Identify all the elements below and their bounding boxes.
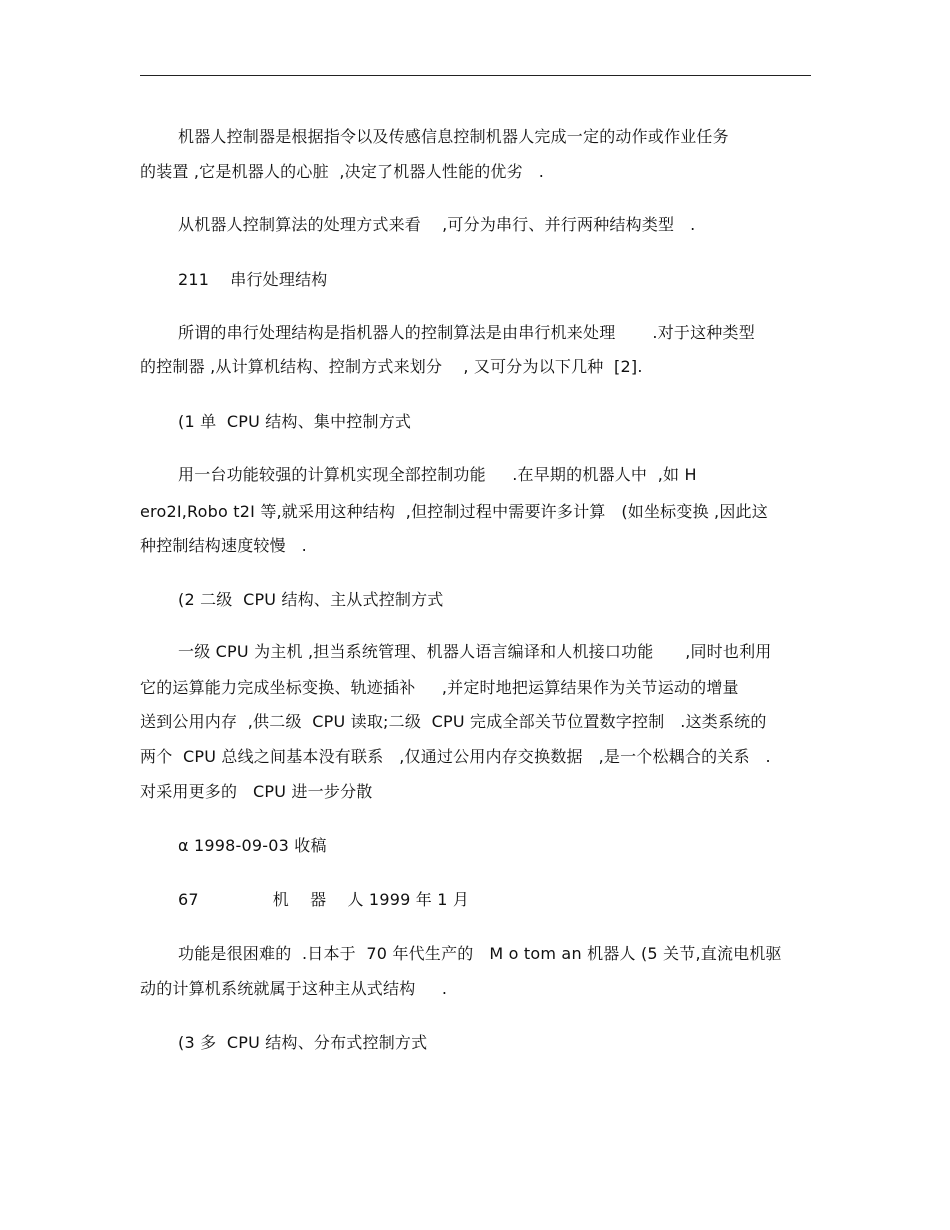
paragraph-line: 两个 CPU 总线之间基本没有联系 ,仅通过公用内存交换数据 ,是一个松耦合的关系 . [140, 747, 771, 766]
paragraph-line: ero2I,Robo t2I 等,就采用这种结构 ,但控制过程中需要许多计算 (如坐标变换 ,因此这 [140, 502, 768, 521]
page-header-journal: 67 机 器 人 1999 年 1 月 [178, 890, 470, 909]
paragraph-line: 一级 CPU 为主机 ,担当系统管理、机器人语言编译和人机接口功能 ,同时也利用 [178, 642, 772, 661]
paragraph-line: 所谓的串行处理结构是指机器人的控制算法是由串行机来处理 .对于这种类型 [178, 323, 755, 342]
paragraph-line: 送到公用内存 ,供二级 CPU 读取;二级 CPU 完成全部关节位置数字控制 .这类系统的 [140, 712, 767, 731]
paragraph-line: 从机器人控制算法的处理方式来看 ,可分为串行、并行两种结构类型 . [178, 215, 696, 234]
paragraph-line: 的控制器 ,从计算机结构、控制方式来划分 , 又可分为以下几种 [2]. [140, 357, 643, 376]
subsection-heading: (3 多 CPU 结构、分布式控制方式 [178, 1033, 428, 1052]
paragraph-line: 它的运算能力完成坐标变换、轨迹插补 ,并定时地把运算结果作为关节运动的增量 [140, 678, 739, 697]
paragraph-line: 用一台功能较强的计算机实现全部控制功能 .在早期的机器人中 ,如 H [178, 465, 697, 484]
header-rule [140, 75, 811, 76]
subsection-heading: (1 单 CPU 结构、集中控制方式 [178, 412, 412, 431]
paragraph-line: 的装置 ,它是机器人的心脏 ,决定了机器人性能的优劣 . [140, 162, 544, 181]
paragraph-line: 动的计算机系统就属于这种主从式结构 . [140, 979, 448, 998]
paragraph-line: 对采用更多的 CPU 进一步分散 [140, 782, 373, 801]
footnote-received-date: α 1998-09-03 收稿 [178, 836, 327, 855]
subsection-heading: (2 二级 CPU 结构、主从式控制方式 [178, 590, 444, 609]
paragraph-line: 种控制结构速度较慢 . [140, 536, 307, 555]
paragraph-line: 功能是很困难的 .日本于 70 年代生产的 M o tom an 机器人 (5 关节,直流电机驱 [178, 944, 782, 963]
paragraph-line: 机器人控制器是根据指令以及传感信息控制机器人完成一定的动作或作业任务 [178, 127, 729, 146]
section-heading: 211 串行处理结构 [178, 270, 328, 289]
